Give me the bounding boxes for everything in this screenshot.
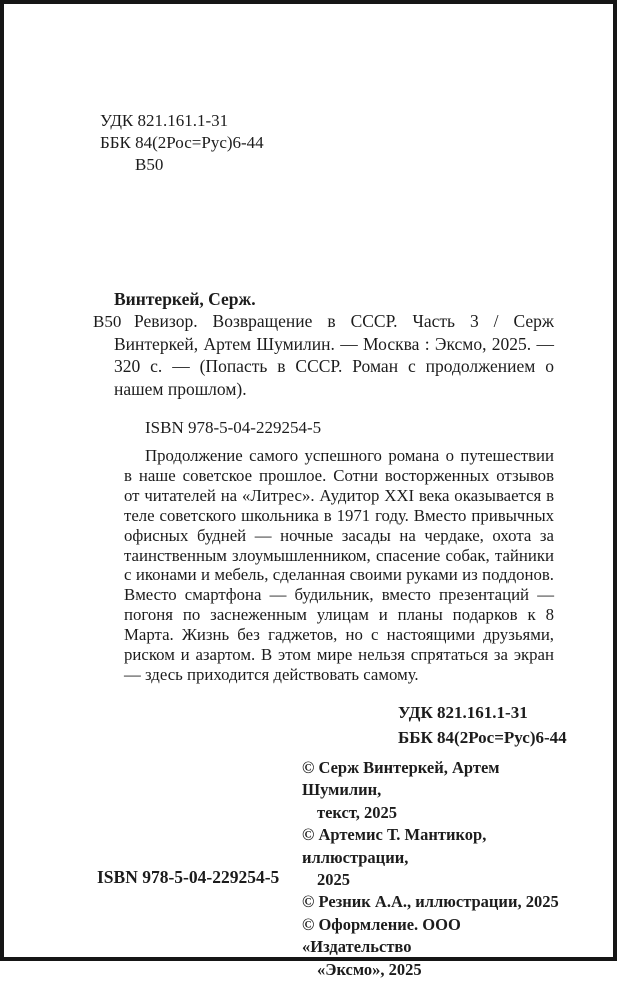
annotation-text: Продолжение самого успешного романа о путешествии в наше советское прошлое. Сотни восторженных отзывов от читателей на «Литрес». Аудитор XXI века оказывается в теле советского школьника в 1971 году. Вместо привычных офисных будней — ночные засады на чердаке, охота за таинственным злоумышленником, спасение собак, тайники с иконами и мебель, сделанная своими руками из поддонов. Вместо смартфона — будильник, вместо презентаций — погоня по заснеженным улицам и планы подарков к 8 Марта. Жизнь без гаджетов, но с настоящими друзьями, риском и азартом. В этом мире нельзя спрятаться за экран — здесь приходится действовать самому. bbox=[124, 446, 554, 684]
bibliographic-record: Ревизор. Возвращение в СССР. Часть 3 / Серж Винтеркей, Артем Шумилин. — Москва : Эксмо, 2025. — 320 с. — (Попасть в СССР. Роман с продолжением о нашем прошлом). bbox=[114, 311, 554, 399]
isbn-line: ISBN 978-5-04-229254-5 bbox=[145, 418, 322, 437]
copyright-entry-illustrator-manticore bbox=[302, 824, 564, 891]
copyright-entry-publisher bbox=[302, 914, 564, 981]
bbk-line: ББК 84(2Рос=Рус)6-44 bbox=[100, 133, 264, 152]
udk-bbk-block bbox=[100, 110, 264, 176]
copyright-line-continuation: «Эксмо», 2025 bbox=[317, 959, 422, 979]
copyright-entry-illustrator-reznik bbox=[302, 891, 564, 913]
udk-bbk-repeat-block bbox=[398, 700, 567, 750]
bbk-line-repeat: ББК 84(2Рос=Рус)6-44 bbox=[398, 728, 567, 747]
copyright-line-continuation: 2025 bbox=[317, 870, 350, 890]
copyright-line: © Артемис Т. Мантикор, иллюстрации, bbox=[302, 825, 487, 867]
copyright-line: © Резник А.А., иллюстрации, 2025 bbox=[302, 892, 559, 912]
copyright-entry-text-authors bbox=[302, 757, 564, 824]
udk-line-repeat: УДК 821.161.1-31 bbox=[398, 703, 528, 722]
copyright-line-continuation: текст, 2025 bbox=[317, 802, 397, 822]
copyright-line: © Серж Винтеркей, Артем Шумилин, bbox=[302, 758, 500, 800]
udk-line: УДК 821.161.1-31 bbox=[100, 111, 229, 130]
author-heading: Винтеркей, Серж. bbox=[114, 289, 256, 309]
copyright-line: © Оформление. ООО «Издательство bbox=[302, 914, 461, 957]
footer-isbn: ISBN 978-5-04-229254-5 bbox=[97, 867, 280, 887]
catalog-code: В50 bbox=[93, 312, 122, 331]
author-sign-code: В50 bbox=[135, 155, 164, 174]
copyright-block bbox=[302, 757, 564, 981]
